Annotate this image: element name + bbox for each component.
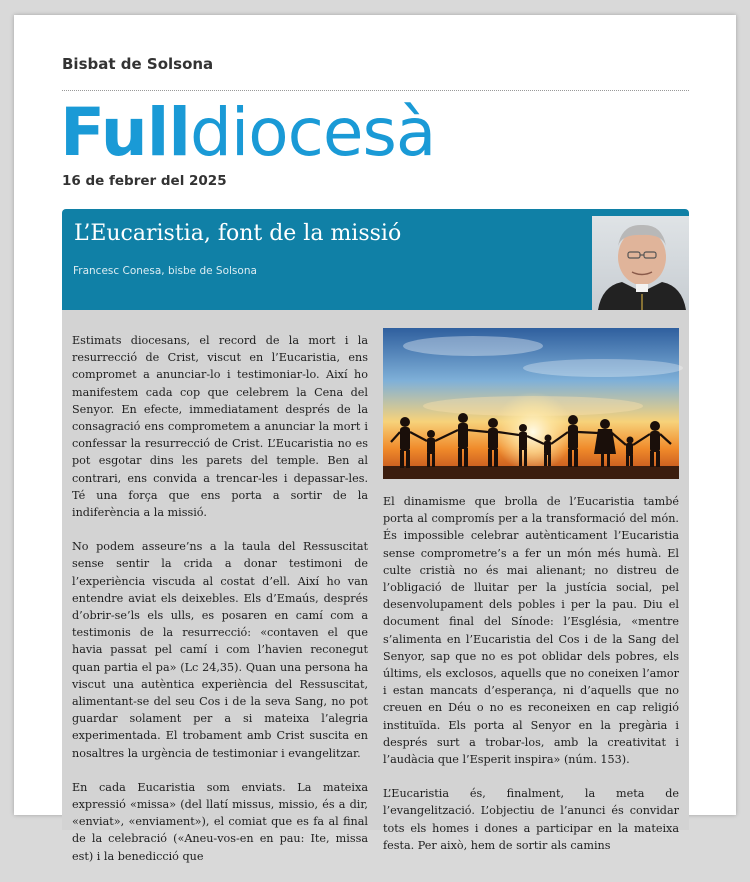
article-title: L’Eucaristia, font de la missió: [74, 221, 402, 246]
left-column: [72, 332, 368, 882]
sunset-family-photo: [383, 328, 679, 479]
right-column: [383, 493, 679, 871]
article-author: Francesc Conesa, bisbe de Solsona: [73, 265, 257, 277]
masthead-bold: Full: [60, 94, 191, 171]
newsletter-page: [14, 15, 736, 863]
paragraph: L’Eucaristia és, finalment, la meta de l’evangelització. L’objectiu de l’anunci és convidar tots els homes i dones a participar en la mateixa festa. Per això, hem de sortir als camins: [383, 787, 679, 852]
masthead-logo: [60, 93, 435, 173]
article-header: [62, 209, 689, 310]
article-body: [62, 310, 689, 863]
paragraph: Estimats diocesans, el record de la mort i la resurrecció de Crist, viscut en l’Eucaristia, ens compromet a anunciar-lo i testimoniar-lo. Així ho manifestem cada cop que celebrem la Cena del Senyor. En efecte, immediatament després de la consagració ens comprometem a anunciar la mort i confessar la resurrecció de Crist. L’Eucaristia no es pot esgotar dins les parets del temple. Ben al contrari, ens convida a trencar-les i depassar-les. Té una força que ens porta a sortir de la indiferència a la missió.: [72, 334, 368, 520]
paragraph: No podem asseure’ns a la taula del Ressuscitat sense sentir la crida a donar testimoni de l’experiència viscuda al costat d’ell. Així ho van entendre aviat els deixebles. Els d’Emaús, després d’obrir-se’ls els ulls, es posaren en camí com a testimonis de la resurrecció: «contaven el que havia passat pel camí i com l’havien reconegut quan partia el pa» (Lc 24,35). Quan una persona ha viscut una autèntica experiència del Ressuscitat, alimentant-se del seu Cos i de la seva Sang, no pot guardar solament per a si mateixa l’alegria experimentada. El trobament amb Crist suscita en nosaltres la urgència de testimoniar i evangelitzar.: [72, 540, 368, 760]
diocese-name: Bisbat de Solsona: [62, 55, 214, 73]
issue-date: 16 de febrer del 2025: [62, 173, 227, 189]
bishop-portrait: [592, 216, 689, 310]
paragraph: En cada Eucaristia som enviats. La mateixa expressió «missa» (del llatí missus, missio, és a dir, «enviat», «enviament»), el comiat que es fa al final de la celebració («Aneu-vos-en en pau: Ite, missa est) i la benedicció que: [72, 780, 368, 863]
header-divider: [62, 90, 689, 91]
masthead-light: diocesà: [190, 94, 436, 171]
paragraph: El dinamisme que brolla de l’Eucaristia també porta al compromís per a la transformació del món. És impossible celebrar autènticament l’Eucaristia sense comprometre’s a fer un món més humà. El culte cristià no és mai alienant; no distreu de l’obligació de lluitar per la justícia social, pel desenvolupament dels pobles i per la pau. Diu el document final del Sínode: l’Església, «mentre s’alimenta en l’Eucaristia del Cos i de la Sang del Senyor, sap que no es pot oblidar dels pobres, els últims, els exclosos, aquells que no coneixen l’amor i estan mancats d’esperança, ni d’aquells que no creuen en Déu o no es reconeixen en cap religió instituïda. Els porta al Senyor en la pregària i després surt a trobar-los, amb la creativitat i l’audàcia que l’Esperit inspira» (núm. 153).: [383, 495, 679, 767]
